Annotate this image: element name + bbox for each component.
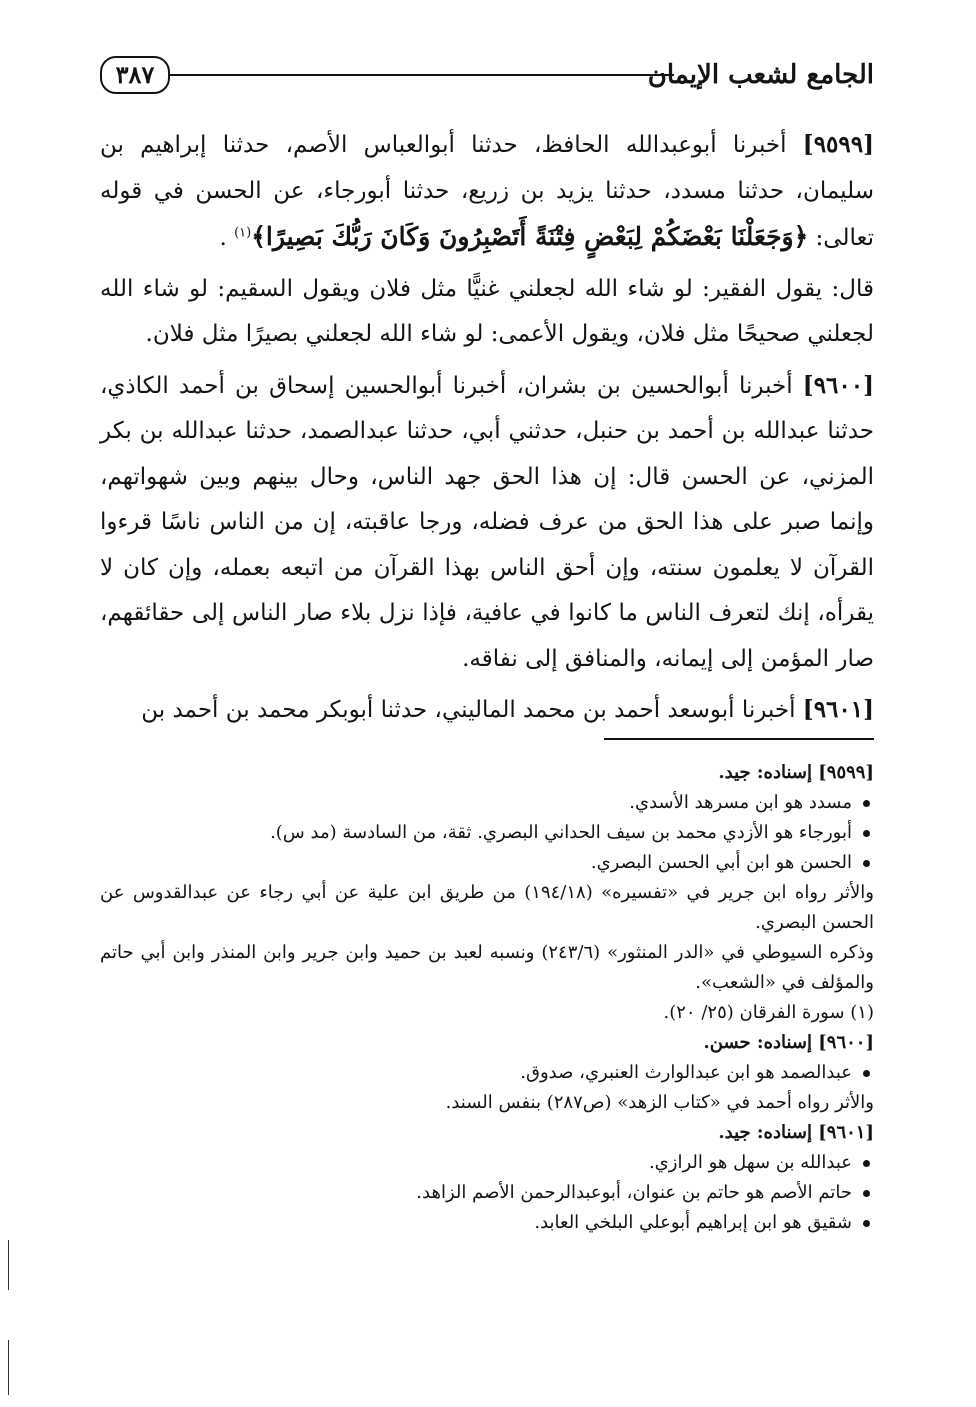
footnote-bullet: عبدالصمد هو ابن عبدالوارث العنبري، صدوق. xyxy=(100,1058,874,1088)
footnote-text: والأثر رواه أحمد في «كتاب الزهد» (ص٢٨٧) بنفس السند. xyxy=(445,1092,874,1113)
footnote-bullet: مسدد هو ابن مسرهد الأسدي. xyxy=(100,788,874,818)
paragraph-9601 xyxy=(100,687,874,734)
footnote-divider xyxy=(604,738,874,740)
hadith-number: [٩٦٠١] xyxy=(802,696,874,723)
footnote-heading: [٩٦٠١] إسناده: جيد. xyxy=(718,1122,874,1143)
paragraph-9599 xyxy=(100,122,874,262)
hadith-number: [٩٥٩٩] xyxy=(802,131,874,158)
paragraph-text: أخبرنا أبوالحسين بن بشران، أخبرنا أبوالحسين إسحاق بن أحمد الكاذي، حدثنا عبدالله بن أحمد بن حنبل، حدثني أبي، حدثنا عبدالصمد، حدثنا عبدالله بن بكر المزني، عن الحسن قال: إن هذا الحق جهد الناس، وحال بينهم وبين شهواتهم، وإنما صبر على هذا الحق من عرف فضله، ورجا عاقبته، إن من الناس ناسًا قرءوا القرآن لا يعلمون سنته، وإن أحق الناس بهذا القرآن من اتبعه بعمله، وإن كان لا يقرأه، إنك لتعرف الناس ما كانوا في عافية، فإذا نزل بلاء صار الناس إلى حقائقهم، صار المؤمن إلى إيمانه، والمنافق إلى نفاقه. xyxy=(100,372,874,672)
hadith-number: [٩٦٠٠] xyxy=(802,371,874,399)
scan-margin-line xyxy=(8,1240,9,1290)
scan-margin-line xyxy=(8,1340,9,1395)
footnote-bullet: الحسن هو ابن أبي الحسن البصري. xyxy=(100,848,874,878)
paragraph-quote: قال: يقول الفقير: لو شاء الله لجعلني غنيًّا مثل فلان ويقول السقيم: لو شاء الله لجعلني صحيحًا مثل فلان، ويقول الأعمى: لو شاء الله لجعلني بصيرًا مثل فلان. xyxy=(100,275,874,347)
page-number: ٣٨٧ xyxy=(100,56,170,94)
quran-verse: ﴿وَجَعَلْنَا بَعْضَكُمْ لِبَعْضٍ فِتْنَةً أَتَصْبِرُونَ وَكَانَ رَبُّكَ بَصِيرًا﴾ xyxy=(251,222,809,251)
footnote-text: والأثر رواه ابن جرير في «تفسيره» (١٩٤/١٨) من طريق ابن علية عن أبي رجاء عن عبدالقدوس عن الحسن البصري. xyxy=(100,882,874,933)
footnote-heading: [٩٦٠٠] إسناده: حسن. xyxy=(703,1032,874,1053)
page-header xyxy=(100,56,874,96)
paragraph-text: أخبرنا أبوسعد أحمد بن محمد الماليني، حدثنا أبوبكر محمد بن أحمد بن xyxy=(141,697,803,723)
footnote-bullet: أبورجاء هو الأزدي محمد بن سيف الحداني البصري. ثقة، من السادسة (مد س). xyxy=(100,818,874,848)
footnote-bullet: عبدالله بن سهل هو الرازي. xyxy=(100,1148,874,1178)
footnote-ref[interactable]: (١) xyxy=(234,225,252,241)
paragraph-text: أخبرنا أبوعبدالله الحافظ، حدثنا أبوالعباس الأصم، حدثنا إبراهيم بن سليمان، حدثنا مسدد، حدثنا يزيد بن زريع، حدثنا أبورجاء، عن الحسن في قوله تعالى: xyxy=(100,132,874,251)
running-title: الجامع لشعب الإيمان xyxy=(647,60,874,90)
footnote-quran-ref: (١) سورة الفرقان (٢٥/ ٢٠). xyxy=(663,1002,874,1023)
footnote-heading: [٩٥٩٩] إسناده: جيد. xyxy=(718,762,874,783)
footnote-text: وذكره السيوطي في «الدر المنثور» (٢٤٣/٦) ونسبه لعبد بن حميد وابن جرير وابن المنذر وابن أبي حاتم والمؤلف في «الشعب». xyxy=(100,942,874,993)
footnote-bullet: حاتم الأصم هو حاتم بن عنوان، أبوعبدالرحمن الأصم الزاهد. xyxy=(100,1178,874,1208)
main-text xyxy=(100,122,874,739)
footnotes xyxy=(100,758,874,1238)
paragraph-9600 xyxy=(100,363,874,683)
header-rule xyxy=(170,74,674,76)
footnote-bullet: شقيق هو ابن إبراهيم أبوعلي البلخي العابد. xyxy=(100,1208,874,1238)
paragraph-end: . xyxy=(219,225,235,251)
